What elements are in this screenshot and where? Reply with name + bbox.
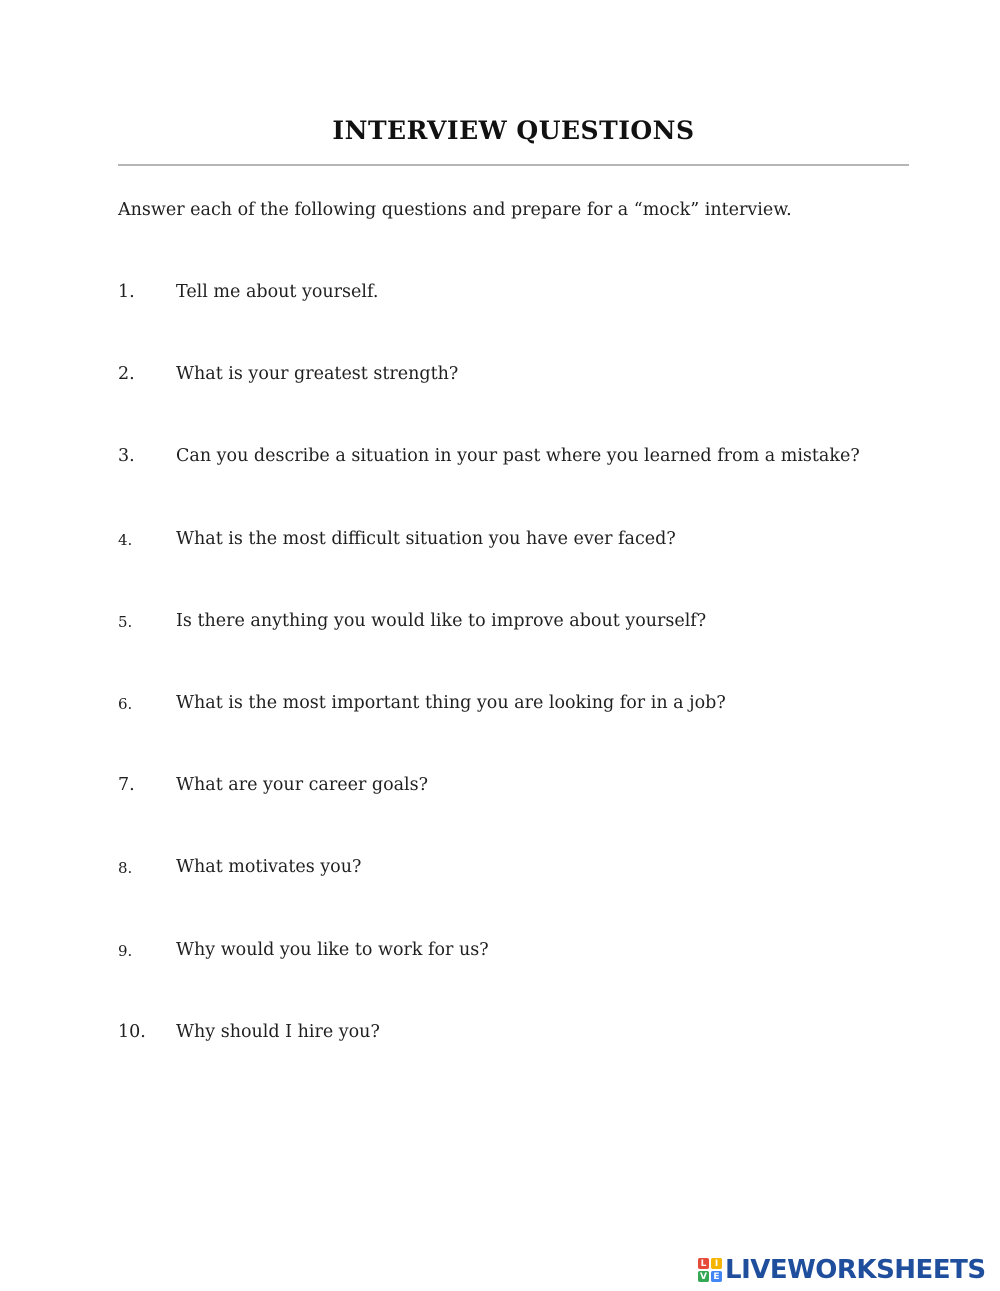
question-text: Why should I hire you? (176, 1021, 380, 1042)
question-number: 4. (118, 530, 133, 549)
question-list (118, 282, 860, 1104)
liveworksheets-logo[interactable] (698, 1252, 986, 1288)
title-divider (118, 164, 909, 166)
question-number: 5. (118, 612, 133, 631)
question-text: What is your greatest strength? (176, 364, 459, 385)
question-text: Tell me about yourself. (176, 282, 379, 302)
page-title: INTERVIEW QUESTIONS (332, 116, 695, 145)
logo-mark-letter-i: I (711, 1258, 722, 1269)
question-item (118, 775, 860, 857)
logo-text: LIVEWORKSHEETS (725, 1255, 986, 1285)
instructions-text: Answer each of the following questions and prepare for a “mock” interview. (118, 200, 792, 220)
question-text: What is the most difficult situation you have ever faced? (176, 528, 676, 549)
question-item (118, 446, 860, 528)
question-number: 6. (118, 694, 133, 713)
question-item (118, 940, 860, 1022)
question-text: What are your career goals? (176, 775, 428, 796)
question-item (118, 611, 860, 693)
question-number: 3. (118, 446, 135, 467)
question-item (118, 364, 860, 446)
question-number: 8. (118, 859, 133, 878)
question-item (118, 1022, 860, 1104)
question-number: 2. (118, 364, 135, 385)
question-number: 10. (118, 1021, 146, 1042)
question-text: Is there anything you would like to improve about yourself? (176, 610, 707, 631)
question-number: 9. (118, 941, 133, 960)
logo-mark-letter-l: L (698, 1258, 709, 1269)
question-number: 1. (118, 282, 135, 302)
question-text: What is the most important thing you are looking for in a job? (176, 692, 726, 713)
question-item (118, 857, 860, 939)
logo-mark-letter-v: V (698, 1271, 709, 1282)
question-text: Why would you like to work for us? (176, 939, 489, 960)
liveworksheets-mark-icon (698, 1258, 722, 1282)
question-text: Can you describe a situation in your past where you learned from a mistake? (176, 446, 860, 467)
logo-mark-letter-e: E (711, 1271, 722, 1282)
question-item (118, 529, 860, 611)
question-item (118, 693, 860, 775)
question-number: 7. (118, 775, 135, 796)
question-text: What motivates you? (176, 857, 362, 878)
question-item (118, 282, 860, 364)
